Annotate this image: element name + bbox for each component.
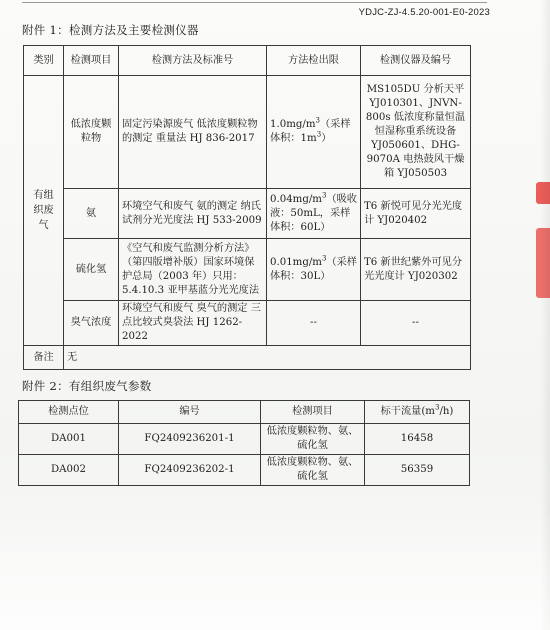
table-row [24, 189, 471, 239]
item-cell: 低浓度颗粒物 [64, 76, 119, 189]
item-cell: 硫化氢 [64, 239, 119, 301]
document-code: YDJC-ZJ-4.5.20-001-E0-2023 [358, 7, 490, 18]
table-row [19, 455, 470, 486]
superscript: 3 [316, 130, 322, 139]
header-item: 检测项目 [64, 46, 119, 76]
limit-note: （采样体积：30L） [270, 256, 357, 282]
header-flow-end: /h) [439, 406, 454, 417]
limit-cell: -- [267, 301, 361, 346]
method-cell: 环境空气和废气 臭气的测定 三点比较式臭袋法 HJ 1262-2022 [119, 301, 267, 346]
remark-value: 无 [64, 346, 471, 370]
methods-table [23, 45, 471, 370]
category-text: 有组织废气 [33, 190, 54, 231]
limit-cell [267, 76, 361, 189]
limit-note-end: ） [321, 133, 332, 144]
header-method: 检测方法及标准号 [119, 46, 267, 76]
limit-value: 1.0mg/m [270, 119, 316, 130]
limit-value: 0.01mg/m [270, 256, 322, 268]
header-flow [365, 401, 470, 424]
table-row [24, 76, 471, 189]
flow-cell: 16458 [365, 424, 470, 455]
header-point: 检测点位 [19, 401, 119, 424]
limit-note: （吸收液：50mL，采样体积：60L） [270, 193, 357, 233]
remark-row [24, 346, 471, 370]
header-code: 编号 [119, 401, 261, 424]
code-cell: FQ2409236201-1 [119, 424, 261, 455]
header-items: 检测项目 [261, 401, 365, 424]
method-cell: 环境空气和废气 氨的测定 纳氏试剂分光光度法 HJ 533-2009 [119, 189, 267, 239]
limit-cell [267, 189, 361, 239]
superscript: 3 [315, 116, 320, 125]
instrument-cell: -- [361, 301, 471, 346]
table-row [24, 239, 471, 301]
limit-note: （采样体积：1m [270, 119, 351, 144]
items-cell: 低浓度颗粒物、氨、硫化氢 [261, 424, 365, 455]
remark-label: 备注 [24, 346, 64, 370]
point-cell: DA001 [19, 424, 119, 455]
header-instrument: 检测仪器及编号 [361, 46, 471, 76]
superscript: 3 [321, 254, 327, 263]
parameters-table [18, 400, 470, 486]
instrument-cell: T6 新世纪紫外可见分光光度计 YJ020302 [361, 239, 471, 301]
top-rule [22, 2, 487, 3]
item-cell: 臭气浓度 [64, 301, 119, 346]
method-cell: 《空气和废气监测分析方法》（第四版增补版）国家环境保护总局（2003 年）只用：5.4.10.3 亚甲基蓝分光光度法 [119, 239, 267, 301]
header-category: 类别 [24, 46, 64, 76]
section2-title: 附件 2：有组织废气参数 [22, 379, 152, 393]
limit-value: 0.04mg/m [270, 193, 322, 205]
point-cell: DA002 [19, 455, 119, 486]
item-cell: 氨 [64, 189, 119, 239]
superscript: 3 [321, 191, 327, 200]
items-cell: 低浓度颗粒物、氨、硫化氢 [261, 455, 365, 486]
limit-cell [267, 239, 361, 301]
superscript: 3 [434, 403, 440, 412]
header-flow-text: 标干流量(m [380, 406, 435, 417]
code-cell: FQ2409236202-1 [119, 455, 261, 486]
table-header-row [24, 46, 471, 76]
table-header-row [19, 401, 470, 424]
table-row [19, 424, 470, 455]
page-glare [0, 510, 550, 630]
table-row [24, 301, 471, 346]
instrument-cell: T6 新悦可见分光光度计 YJ020402 [361, 189, 471, 239]
category-cell [24, 76, 64, 346]
header-limit: 方法检出限 [267, 46, 361, 76]
flow-cell: 56359 [365, 455, 470, 486]
method-cell: 固定污染源废气 低浓度颗粒物的测定 重量法 HJ 836-2017 [119, 76, 267, 189]
section1-title: 附件 1：检测方法及主要检测仪器 [22, 23, 199, 37]
instrument-cell: MS105DU 分析天平 YJ010301、JNVN-800s 低浓度称量恒温恒湿称重系统设备 YJ050601、DHG-9070A 电热鼓风干燥箱 YJ050503 [361, 76, 471, 189]
